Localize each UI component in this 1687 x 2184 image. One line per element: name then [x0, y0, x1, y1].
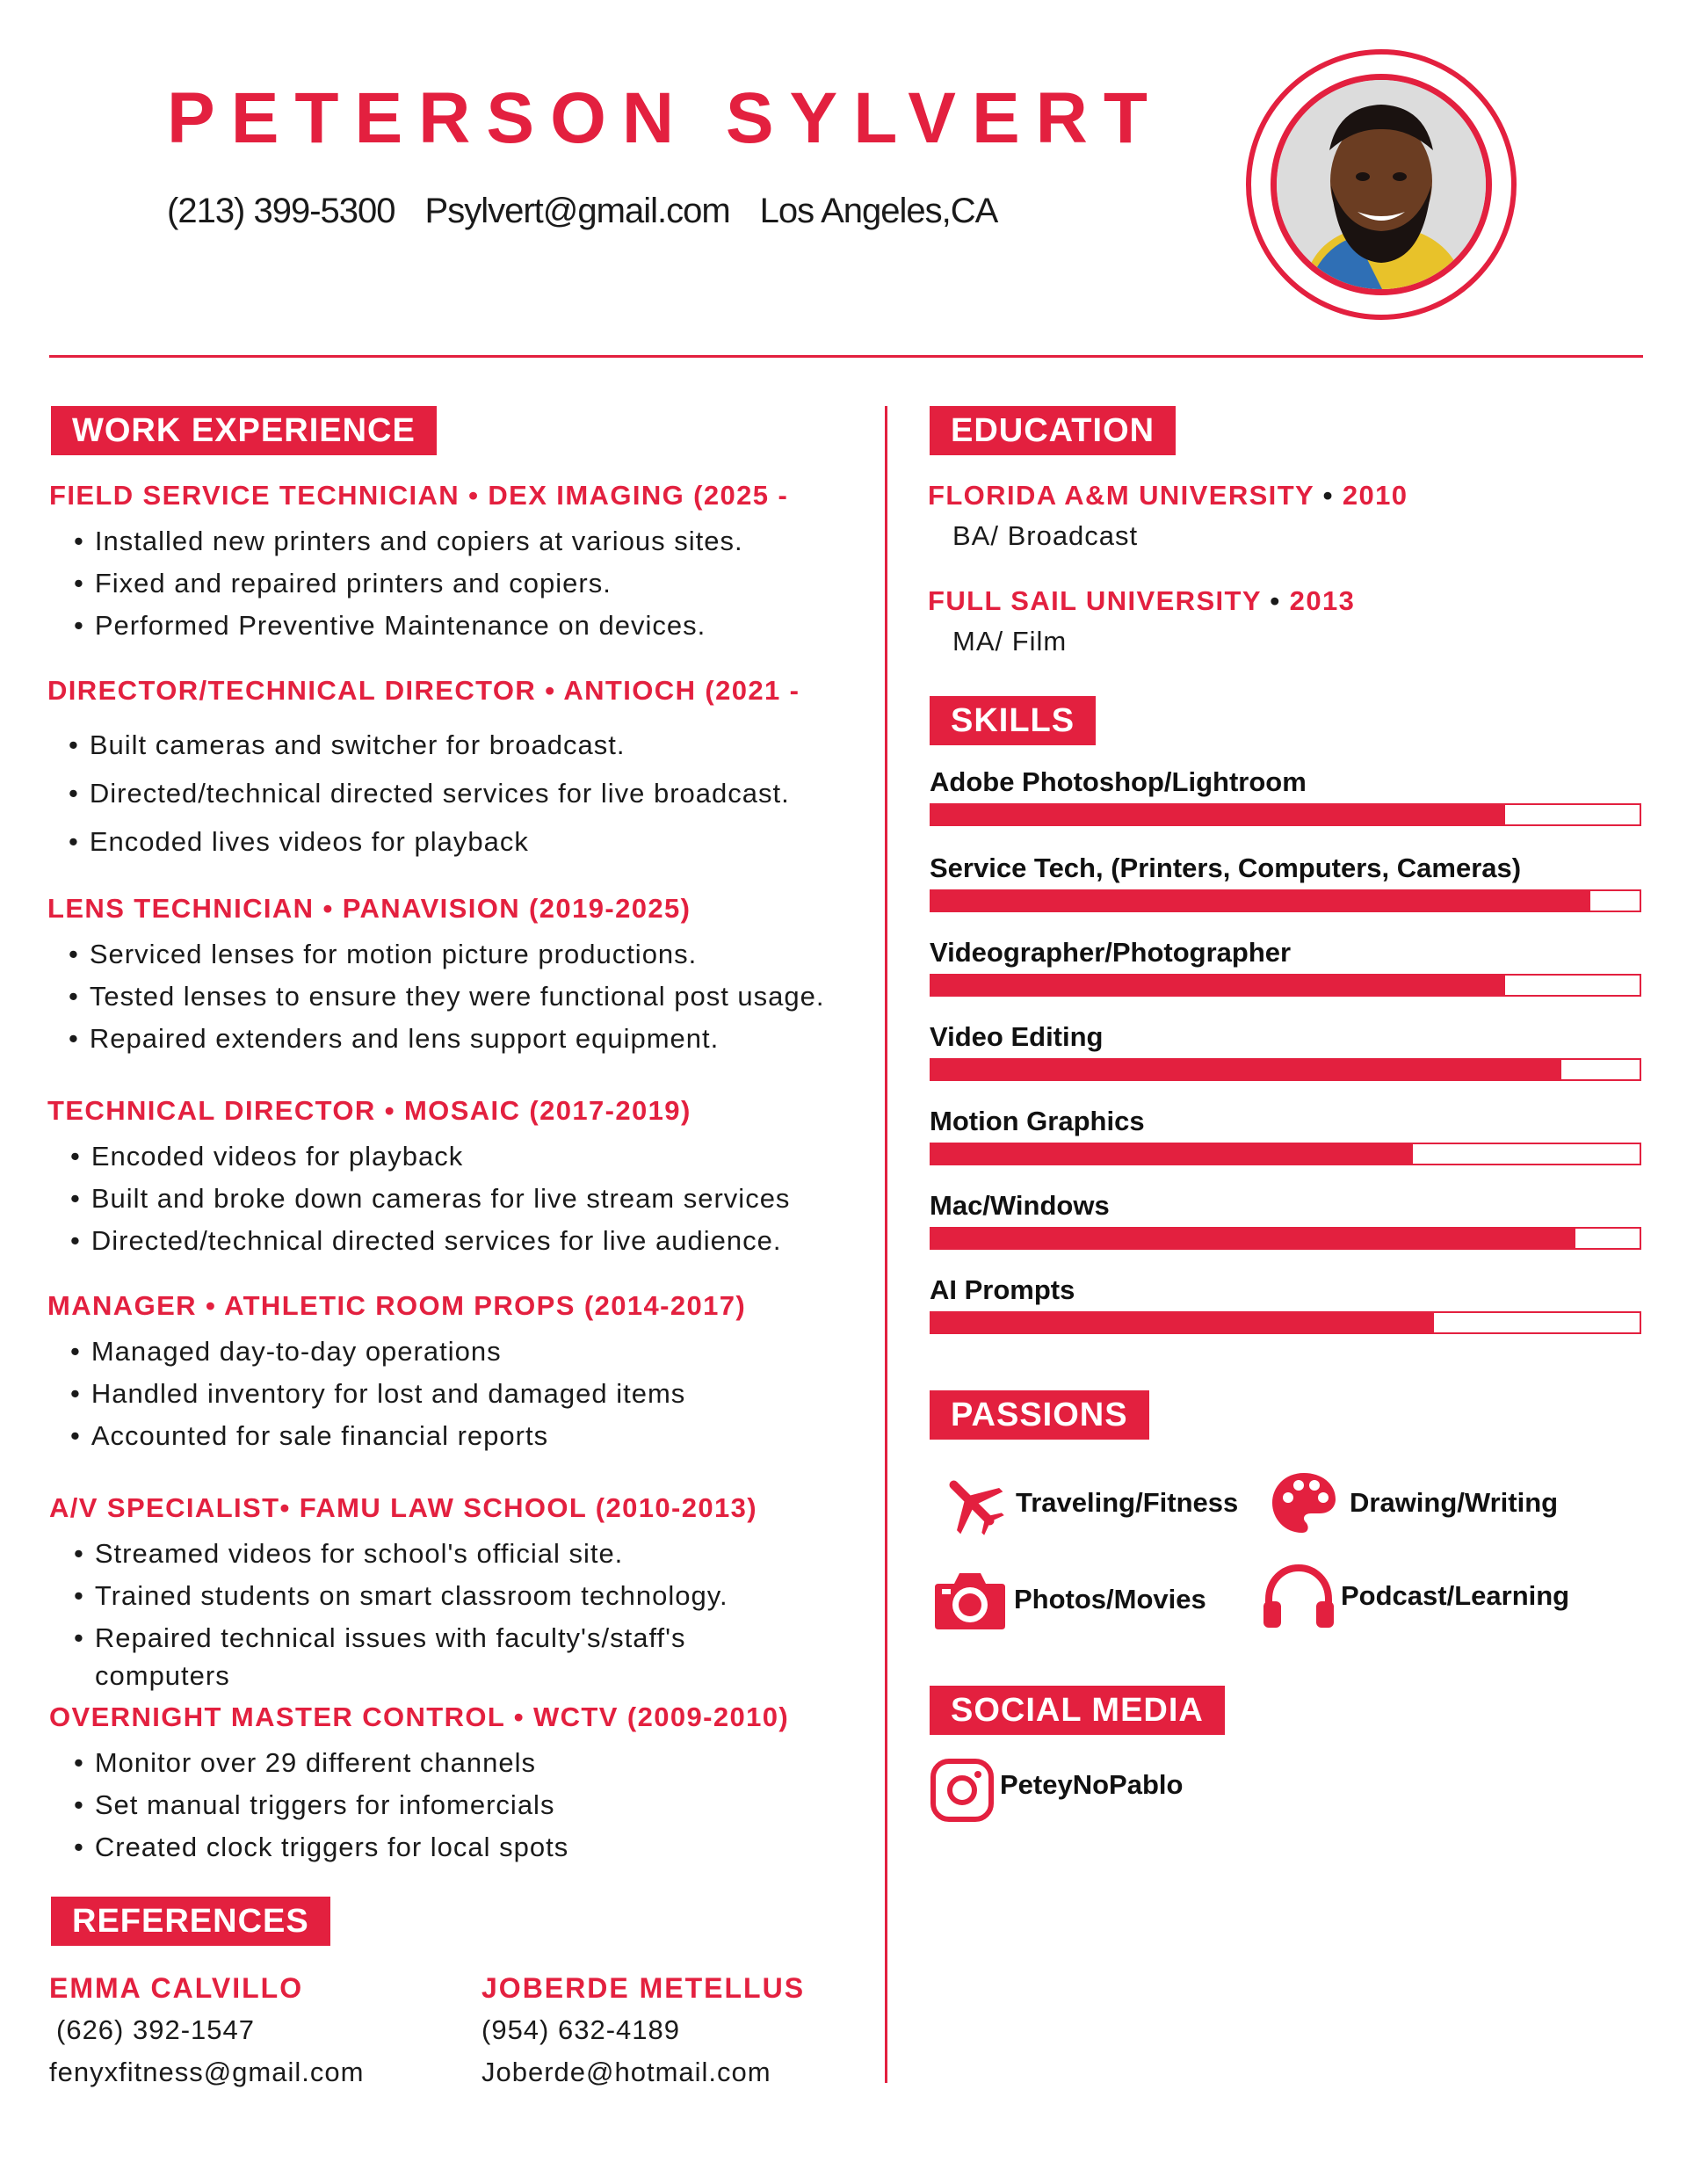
contact-line [167, 192, 997, 231]
reference-phone: (954) 632-4189 [481, 2014, 680, 2045]
profile-photo [1271, 74, 1492, 295]
job-title: LENS TECHNICIAN • PANAVISION (2019-2025) [47, 893, 691, 924]
skill-label: Motion Graphics [930, 1106, 1145, 1136]
skill-bar-fill [931, 1229, 1575, 1248]
header-divider [49, 355, 1643, 358]
skill-label: Videographer/Photographer [930, 937, 1292, 968]
passion-item [931, 1564, 1206, 1635]
job-title: TECHNICAL DIRECTOR • MOSAIC (2017-2019) [47, 1095, 691, 1126]
list-item: • Encoded videos for playback [70, 1136, 790, 1178]
passion-item [1269, 1468, 1558, 1538]
skill-bar-fill [931, 891, 1590, 911]
school-line [928, 480, 1408, 512]
skill-bar [930, 1058, 1641, 1081]
separator: • [1261, 585, 1290, 616]
passion-label: Traveling/Fitness [1016, 1487, 1239, 1518]
job-bullets [69, 933, 825, 1060]
list-item: computers [95, 1660, 230, 1691]
list-item: • Repaired technical issues with faculty's/staff's [74, 1617, 728, 1659]
list-item: • Tested lenses to ensure they were functional post usage. [69, 976, 825, 1018]
email-address: Psylvert@gmail.com [424, 192, 730, 230]
job-title: A/V SPECIALIST• FAMU LAW SCHOOL (2010-2013) [49, 1492, 758, 1523]
school-line [928, 585, 1355, 617]
social-item[interactable] [930, 1758, 1183, 1823]
skill-bar [930, 803, 1641, 826]
job-bullets [74, 1742, 568, 1868]
candidate-name: PETERSON SYLVERT [167, 78, 1163, 158]
skill-bar-fill [931, 1060, 1561, 1079]
job-title: FIELD SERVICE TECHNICIAN • DEX IMAGING (2025 - [49, 480, 789, 511]
skill-bar [930, 1227, 1641, 1250]
job-title: MANAGER • ATHLETIC ROOM PROPS (2014-2017) [47, 1290, 747, 1321]
skill-bar-fill [931, 1313, 1434, 1332]
palette-icon [1269, 1468, 1339, 1538]
skill-label: AI Prompts [930, 1274, 1075, 1305]
list-item: • Managed day-to-day operations [70, 1331, 685, 1373]
list-item: • Set manual triggers for infomercials [74, 1784, 568, 1826]
list-item: • Monitor over 29 different channels [74, 1742, 568, 1784]
headphones-icon [1260, 1561, 1337, 1631]
school-name: FULL SAIL UNIVERSITY [928, 585, 1262, 616]
list-item: • Directed/technical directed services for live audience. [70, 1220, 790, 1262]
reference-name: JOBERDE METELLUS [481, 1972, 806, 2004]
separator: • [1314, 480, 1343, 511]
job-bullets [70, 1136, 790, 1262]
degree: MA/ Film [952, 626, 1068, 657]
reference-email: fenyxfitness@gmail.com [49, 2057, 365, 2087]
school-name: FLORIDA A&M UNIVERSITY [928, 480, 1314, 511]
list-item: • Created clock triggers for local spots [74, 1826, 568, 1868]
skill-bar [930, 889, 1641, 912]
list-item: • Built cameras and switcher for broadcast. [69, 721, 790, 769]
skill-label: Video Editing [930, 1021, 1104, 1052]
graduation-year: 2010 [1342, 480, 1408, 511]
camera-icon [931, 1564, 1009, 1635]
references-heading: REFERENCES [51, 1897, 330, 1946]
passion-label: Podcast/Learning [1341, 1580, 1570, 1611]
graduation-year: 2013 [1289, 585, 1356, 616]
skill-bar [930, 974, 1641, 997]
skill-label: Mac/Windows [930, 1190, 1110, 1221]
skill-label: Adobe Photoshop/Lightroom [930, 766, 1307, 797]
location: Los Angeles,CA [759, 192, 998, 230]
skill-bar-fill [931, 976, 1505, 995]
degree: BA/ Broadcast [952, 520, 1139, 551]
list-item: • Built and broke down cameras for live stream services [70, 1178, 790, 1220]
job-bullets [74, 1533, 728, 1693]
list-item: • Repaired extenders and lens support equipment. [69, 1018, 825, 1060]
education-heading: EDUCATION [930, 406, 1176, 455]
skill-bar-fill [931, 1144, 1413, 1164]
list-item: • Serviced lenses for motion picture productions. [69, 933, 825, 976]
social-handle: PeteyNoPablo [1000, 1769, 1184, 1800]
list-item: • Fixed and repaired printers and copiers. [74, 562, 743, 605]
list-item: • Performed Preventive Maintenance on devices. [74, 605, 743, 647]
list-item: • Trained students on smart classroom technology. [74, 1575, 728, 1617]
job-title: OVERNIGHT MASTER CONTROL • WCTV (2009-2010) [49, 1701, 790, 1732]
list-item: • Directed/technical directed services for live broadcast. [69, 769, 790, 817]
list-item: • Encoded lives videos for playback [69, 817, 790, 866]
skill-bar [930, 1311, 1641, 1334]
airplane-icon [937, 1468, 1007, 1538]
profile-photo-frame [1246, 49, 1517, 320]
reference-email: Joberde@hotmail.com [481, 2057, 771, 2087]
passions-heading: PASSIONS [930, 1390, 1149, 1440]
passion-item [1260, 1561, 1569, 1631]
skill-bar-fill [931, 805, 1505, 824]
phone-number: (213) 399-5300 [167, 192, 395, 230]
list-item: • Streamed videos for school's official site. [74, 1533, 728, 1575]
job-title: DIRECTOR/TECHNICAL DIRECTOR • ANTIOCH (2021 - [47, 675, 800, 706]
list-item: • Handled inventory for lost and damaged items [70, 1373, 685, 1415]
reference-name: EMMA CALVILLO [49, 1972, 304, 2004]
list-item: • Installed new printers and copiers at various sites. [74, 520, 743, 562]
social-media-heading: SOCIAL MEDIA [930, 1686, 1225, 1735]
passion-label: Photos/Movies [1014, 1584, 1206, 1614]
job-bullets [69, 721, 790, 866]
reference-phone: (626) 392-1547 [56, 2014, 255, 2045]
skill-label: Service Tech, (Printers, Computers, Cameras) [930, 853, 1522, 883]
list-item: • Accounted for sale financial reports [70, 1415, 685, 1457]
column-divider [885, 406, 887, 2083]
skills-heading: SKILLS [930, 696, 1096, 745]
job-bullets [74, 520, 743, 647]
instagram-icon [930, 1758, 995, 1823]
passion-label: Drawing/Writing [1350, 1487, 1559, 1518]
work-experience-heading: WORK EXPERIENCE [51, 406, 437, 455]
passion-item [937, 1468, 1238, 1538]
skill-bar [930, 1143, 1641, 1165]
job-bullets [70, 1331, 685, 1457]
